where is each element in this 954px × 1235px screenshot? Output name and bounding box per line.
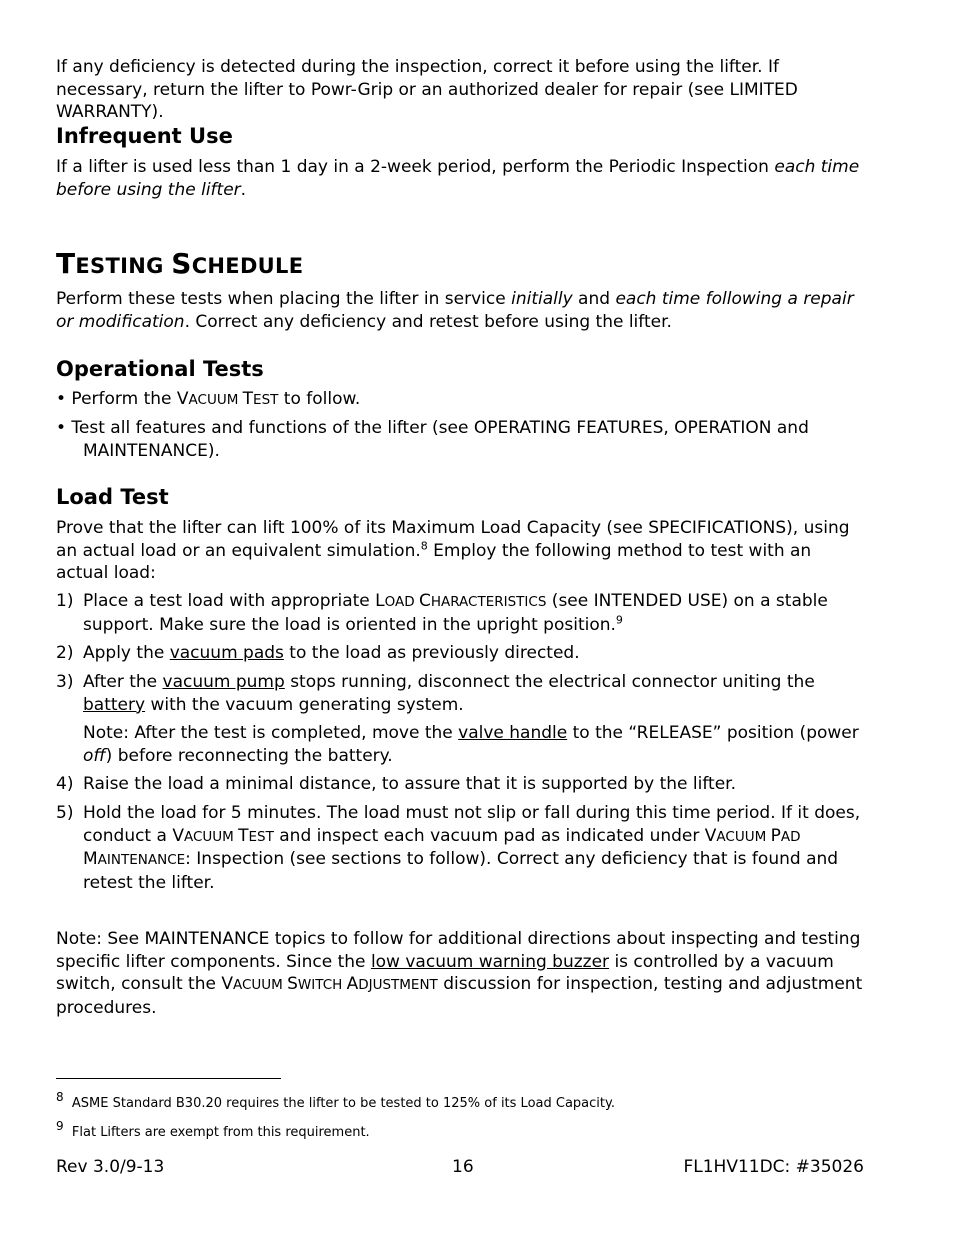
footnote-ref-8: 8 [420,538,428,552]
operational-tests-heading: Operational Tests [56,357,264,381]
bullet-item: • Perform the VACUUM TEST to follow. [56,389,361,409]
footer-document-id: FL1HV11DC: #35026 [683,1157,864,1177]
list-item: 4) Raise the load a minimal distance, to assure that it is supported by the lifter. [56,774,737,794]
footnote: $^8$ ASME Standard B30.20 requires the lifter to be tested to 125% of its Load Capacity. [56,1090,615,1111]
load-test-paragraph: Prove that the lifter can lift 100% of its Maximum Load Capacity (see SPECIFICATIONS), using an actual load or an equivalent simulation.$^8$ Employ the following method to test with an actual load: [56,518,850,583]
list-item: 5) Hold the load for 5 minutes. The load must not slip or fall during this time period. If it does, conduct a VACUUM TEST and inspect each vacuum pad as indicated under VACUUM PAD MAINTENANCE: Inspection (see sections to follow). Correct any deficiency that is found and retest the lifter. [56,803,861,893]
list-item: 3) After the vacuum pump stops running, disconnect the electrical connector uniting the battery with the vacuum generating system. [56,672,815,715]
footnote-divider [56,1078,281,1079]
footnote-ref-9: 9 [615,612,623,626]
footnote: $^9$ Flat Lifters are exempt from this requirement. [56,1119,370,1140]
testing-schedule-paragraph: Perform these tests when placing the lifter in service initially and each time following a repair or modification. Correct any deficiency and retest before using the lifter. [56,289,854,332]
footer-page-number: 16 [452,1157,474,1177]
infrequent-use-paragraph: If a lifter is used less than 1 day in a 2-week period, perform the Periodic Inspection each time before using the lifter. [56,157,860,200]
load-test-heading: Load Test [56,485,169,509]
footer-revision: Rev 3.0/9-13 [56,1157,165,1177]
testing-schedule-heading: TESTING SCHEDULE [56,247,304,280]
intro-paragraph: If any deficiency is detected during the inspection, correct it before using the lifter. If necessary, return the lifter to Powr-Grip or an authorized dealer for repair (see LIMITED WARRANTY). [56,57,798,122]
infrequent-use-heading: Infrequent Use [56,124,233,148]
final-note-paragraph: Note: See MAINTENANCE topics to follow for additional directions about inspecting and testing specific lifter components. Since the low vacuum warning buzzer is controlled by a vacuum switch, consult the VACUUM SWITCH ADJUSTMENT discussion for inspection, testing and adjustment procedures. [56,929,863,1018]
list-item: 2) Apply the vacuum pads to the load as previously directed. [56,643,580,663]
bullet-item: • Test all features and functions of the lifter (see OPERATING FEATURES, OPERATION and MAINTENANCE). [56,418,809,461]
list-item: 1) Place a test load with appropriate LOAD CHARACTERISTICS (see INTENDED USE) on a stable support. Make sure the load is oriented in the upright position.$^9$ [56,591,828,635]
list-note: Note: After the test is completed, move the valve handle to the “RELEASE” position (power off) before reconnecting the battery. [83,723,859,766]
